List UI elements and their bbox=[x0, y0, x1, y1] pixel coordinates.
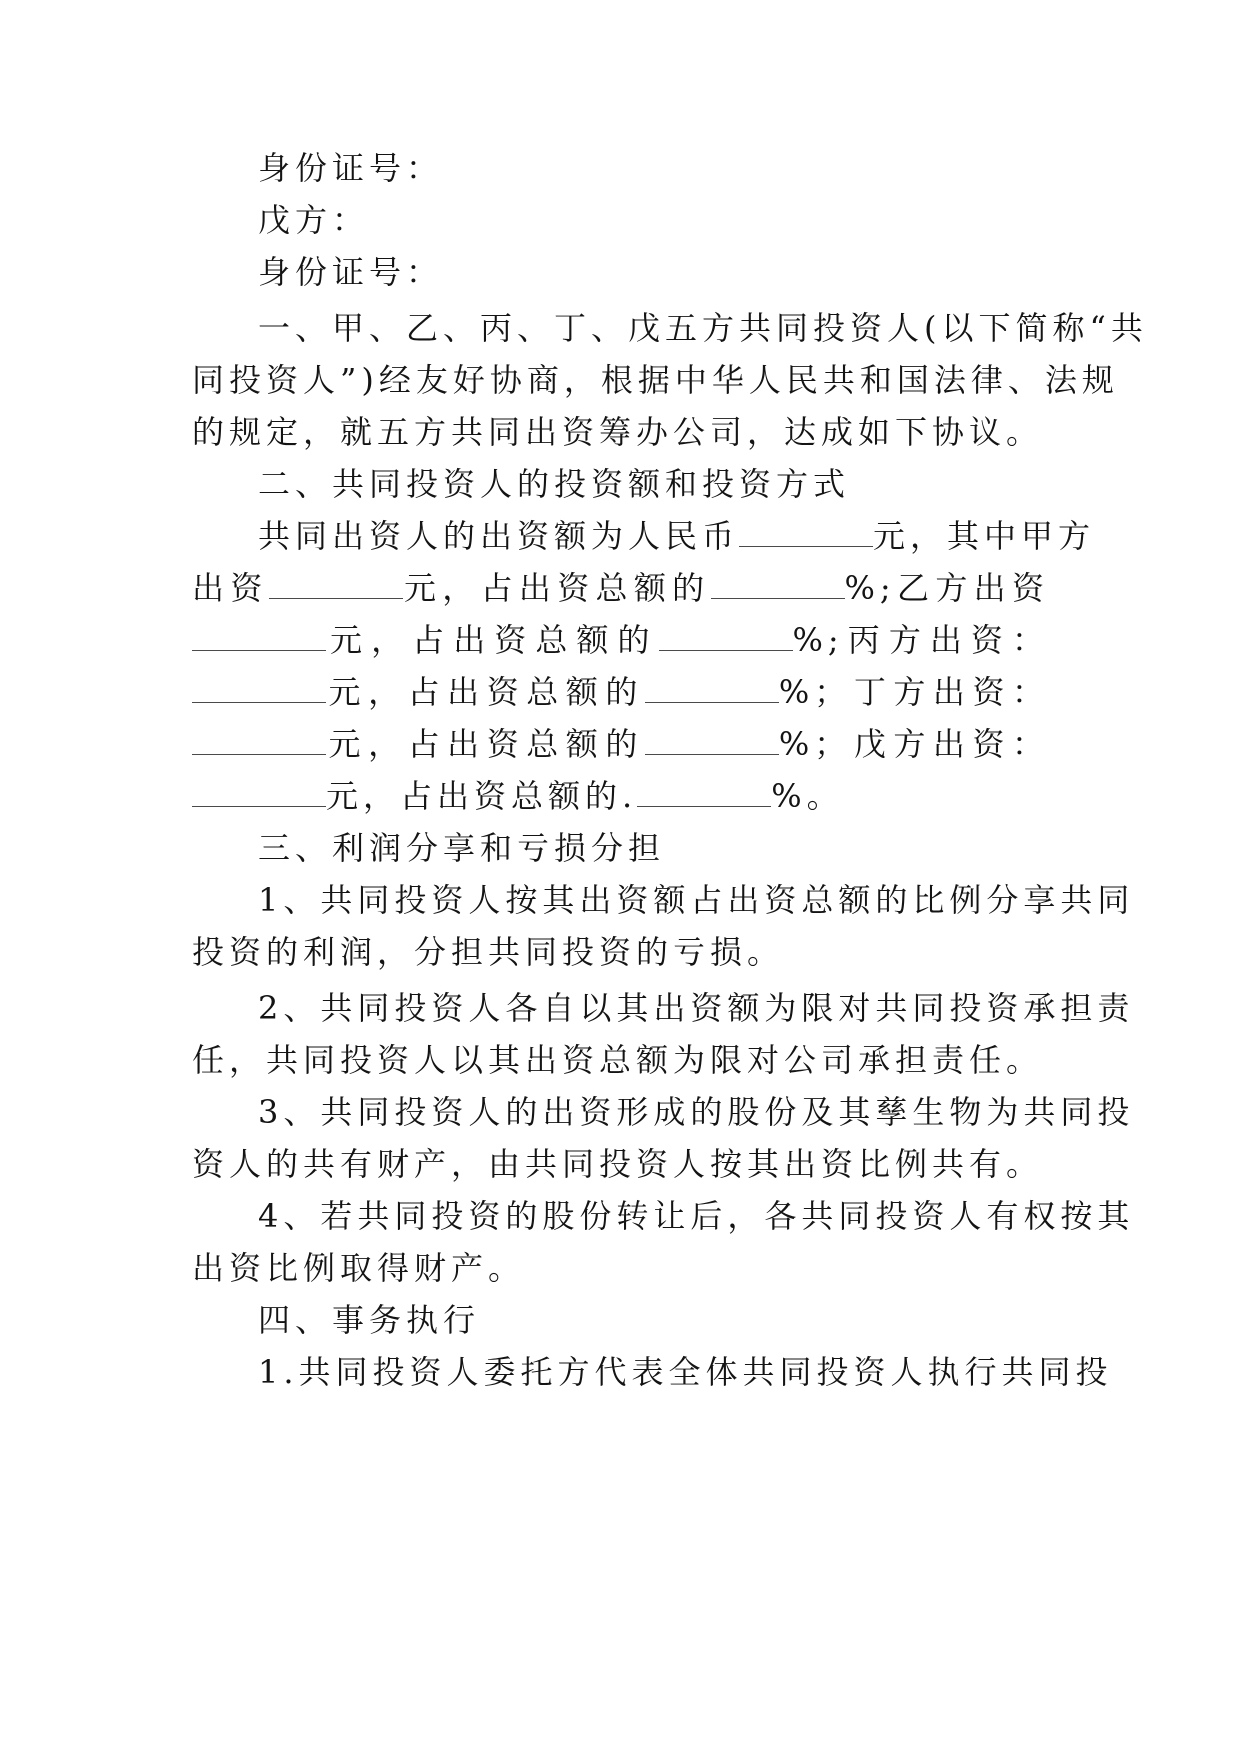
item-1-line-2: 投资的利润，分担共同投资的亏损。 bbox=[192, 933, 785, 971]
investment-line-1: 共同出资人的出资额为人民币 元，其中甲方 bbox=[258, 517, 1096, 555]
section-4-heading: 四、事务执行 bbox=[258, 1301, 481, 1339]
amount-blank-total bbox=[739, 544, 873, 547]
amount-blank-bing bbox=[192, 700, 326, 703]
item-2-line-2: 任，共同投资人以其出资总额为限对公司承担责任。 bbox=[192, 1041, 1044, 1079]
section-3-heading: 三、利润分享和亏损分担 bbox=[258, 829, 666, 867]
clause-1-line-2: 同投资人”)经友好协商，根据中华人民共和国法律、法规 bbox=[192, 361, 1119, 399]
execution-item-1-line-1: 1.共同投资人委托方代表全体共同投资人执行共同投 bbox=[258, 1353, 1113, 1391]
percent-blank-jia bbox=[711, 596, 845, 599]
percent-blank-yi bbox=[659, 648, 793, 651]
percent-blank-ding bbox=[645, 752, 779, 755]
item-2-line-1: 2、共同投资人各自以其出资额为限对共同投资承担责 bbox=[258, 989, 1135, 1027]
investment-line-4: 元，占出资总额的 %；丁方出资： bbox=[192, 672, 1049, 712]
item-4-line-2: 出资比例取得财产。 bbox=[192, 1249, 526, 1287]
investment-line-6: 元，占出资总额的. %。 bbox=[192, 776, 1049, 816]
clause-1-line-1: 一、甲、乙、丙、丁、戊五方共同投资人(以下简称“共 bbox=[258, 309, 1148, 347]
investment-line-3: 元，占出资总额的 %;丙方出资： bbox=[192, 620, 1049, 660]
id-number-label-1: 身份证号： bbox=[258, 149, 444, 187]
amount-blank-wu bbox=[192, 804, 326, 807]
party-wu-label: 戊方： bbox=[258, 201, 370, 239]
percent-blank-wu bbox=[637, 804, 771, 807]
item-3-line-2: 资人的共有财产，由共同投资人按其出资比例共有。 bbox=[192, 1145, 1044, 1183]
id-number-label-2: 身份证号： bbox=[258, 253, 444, 291]
section-2-heading: 二、共同投资人的投资额和投资方式 bbox=[258, 465, 851, 503]
item-3-line-1: 3、共同投资人的出资形成的股份及其孳生物为共同投 bbox=[258, 1093, 1135, 1131]
percent-blank-bing bbox=[645, 700, 779, 703]
amount-blank-jia bbox=[269, 596, 403, 599]
investment-line-2: 出资 元，占出资总额的 %;乙方出资 bbox=[192, 569, 1049, 607]
amount-blank-ding bbox=[192, 752, 326, 755]
item-1-line-1: 1、共同投资人按其出资额占出资总额的比例分享共同 bbox=[258, 881, 1135, 919]
investment-line-5: 元，占出资总额的 %；戊方出资： bbox=[192, 724, 1049, 764]
item-4-line-1: 4、若共同投资的股份转让后，各共同投资人有权按其 bbox=[258, 1197, 1135, 1235]
clause-1-line-3: 的规定，就五方共同出资筹办公司，达成如下协议。 bbox=[192, 413, 1044, 451]
amount-blank-yi bbox=[192, 648, 326, 651]
